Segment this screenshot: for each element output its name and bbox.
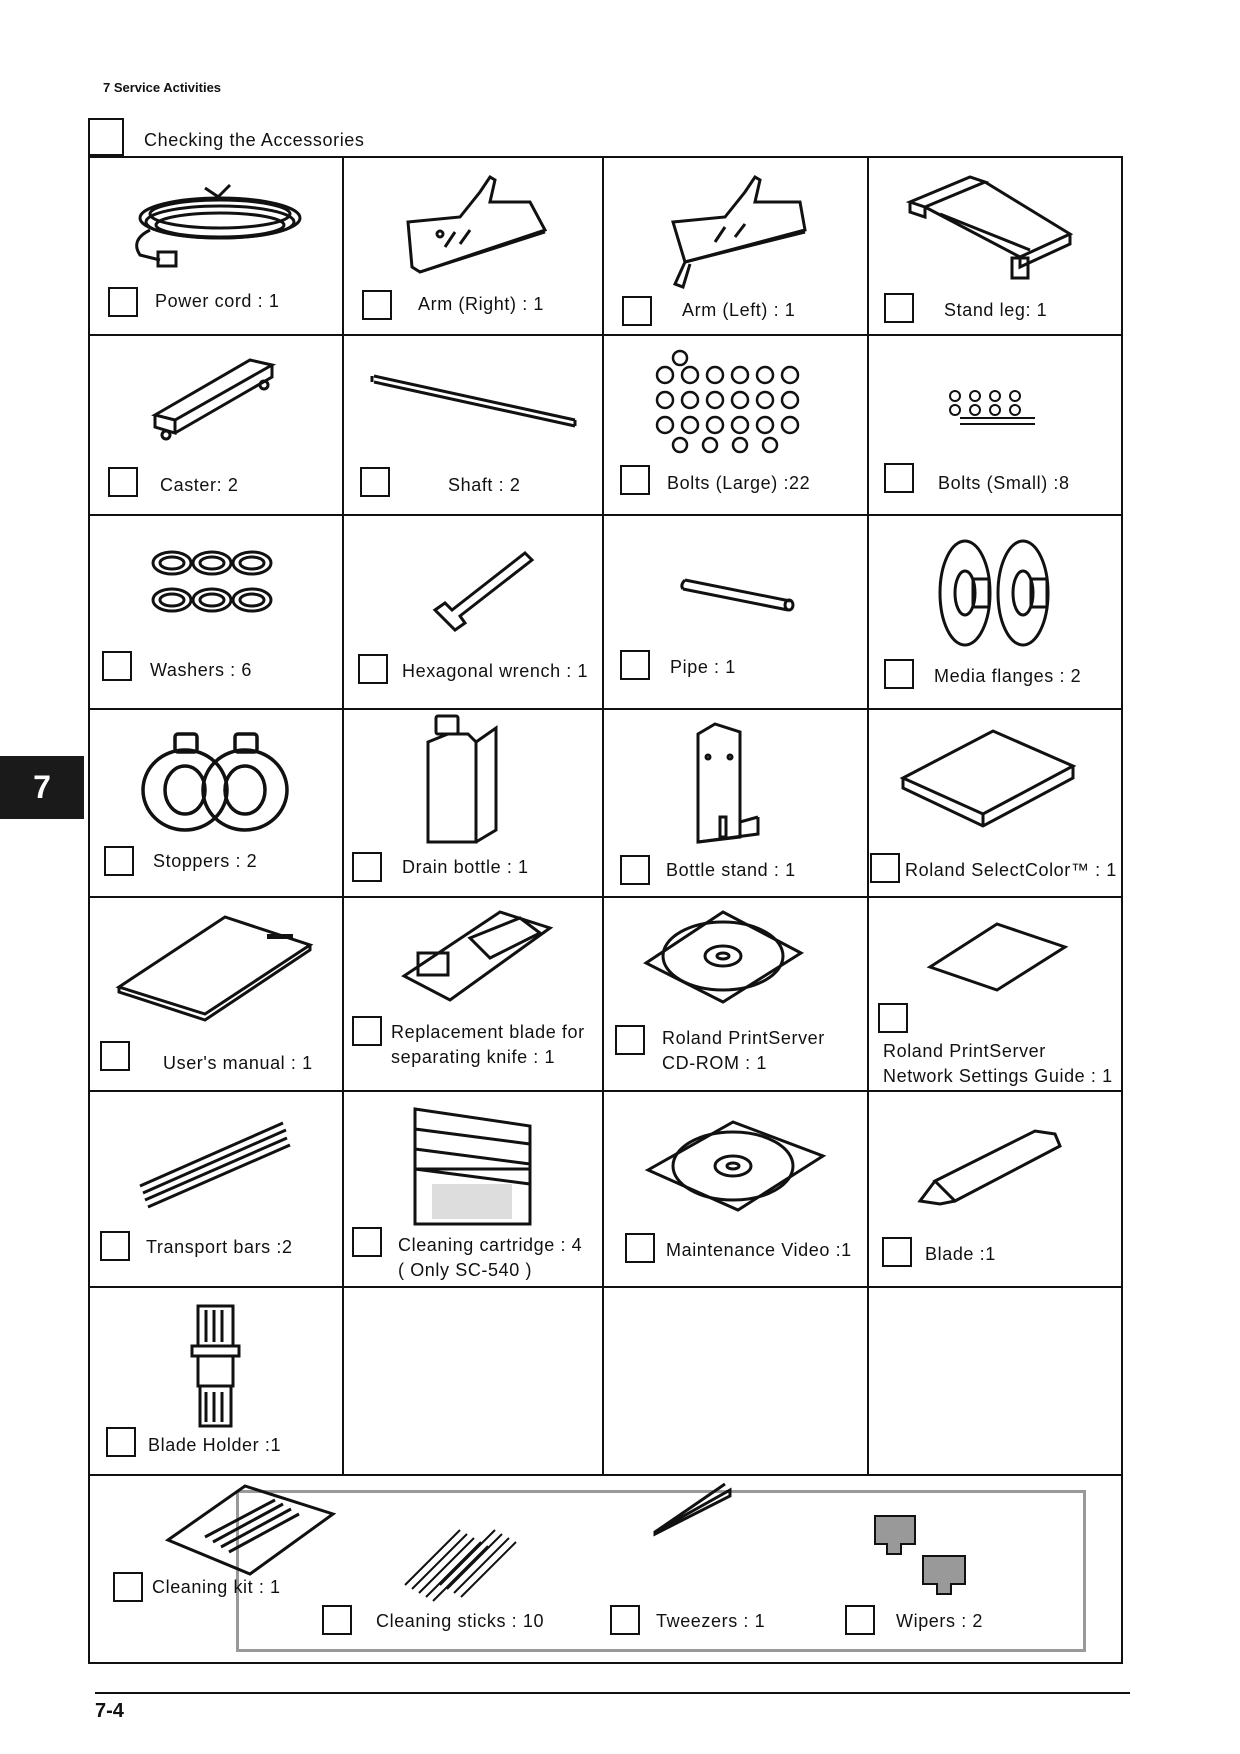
wipers-checkbox[interactable] [845,1605,875,1635]
blade-holder-label: Blade Holder :1 [148,1435,282,1455]
tweezers-checkbox[interactable] [610,1605,640,1635]
drain-bottle-icon [418,712,503,847]
page-number: 7-4 [95,1700,124,1722]
stoppers-icon [140,728,290,833]
shaft-icon [370,370,580,430]
bolts-small-icon [945,388,1040,433]
replacement-blade-icon [400,908,555,1008]
tweezers-label: Tweezers : 1 [656,1611,766,1631]
bottle-stand-label: Bottle stand : 1 [666,860,796,880]
cd-rom-checkbox[interactable] [615,1025,645,1055]
selectcolor-box-icon [898,726,1078,834]
hex-wrench-label: Hexagonal wrench : 1 [402,661,589,681]
bolts-large-icon [650,350,810,455]
power-cord-checkbox[interactable] [108,287,138,317]
caster-checkbox[interactable] [108,467,138,497]
stoppers-label: Stoppers : 2 [153,851,258,871]
cleaning-sticks-checkbox[interactable] [322,1605,352,1635]
cleaning-sticks-label: Cleaning sticks : 10 [376,1611,545,1631]
media-flanges-icon [935,533,1055,648]
washers-icon [150,548,275,618]
title-checkbox[interactable] [88,118,124,156]
arm-right-checkbox[interactable] [362,290,392,320]
arm-left-label: Arm (Left) : 1 [682,300,796,320]
transport-bars-icon [135,1118,295,1208]
cd-rom-label: Roland PrintServer [662,1028,825,1048]
cd-rom-icon [643,908,803,1003]
pipe-checkbox[interactable] [620,650,650,680]
stand-leg-label: Stand leg: 1 [944,300,1048,320]
cleaning-cartridge-label: Cleaning cartridge : 4 [398,1235,583,1255]
drain-bottle-checkbox[interactable] [352,852,382,882]
bolts-small-label: Bolts (Small) :8 [938,473,1070,493]
stand-leg-checkbox[interactable] [884,293,914,323]
wipers-label: Wipers : 2 [896,1611,984,1631]
section-header: 7 Service Activities [103,80,222,95]
bolts-large-label: Bolts (Large) :22 [667,473,811,493]
washers-label: Washers : 6 [150,660,252,680]
arm-right-icon [400,172,550,282]
maintenance-video-checkbox[interactable] [625,1233,655,1263]
cleaning-kit-label: Cleaning kit : 1 [152,1577,281,1597]
wipers-icon [873,1514,968,1604]
cleaning-cartridge-checkbox[interactable] [352,1227,382,1257]
tweezers-icon [650,1482,735,1572]
caster-icon [150,355,280,440]
bottle-stand-icon [690,722,760,857]
drain-bottle-label: Drain bottle : 1 [402,857,529,877]
hex-wrench-checkbox[interactable] [358,654,388,684]
pipe-icon [680,575,795,615]
shaft-checkbox[interactable] [360,467,390,497]
transport-bars-label: Transport bars :2 [146,1237,293,1257]
replacement-blade-label: Replacement blade for [391,1022,585,1042]
stoppers-checkbox[interactable] [104,846,134,876]
cleaning-cartridge-label-2: ( Only SC-540 ) [398,1260,533,1280]
shaft-label: Shaft : 2 [448,475,521,495]
chapter-tab: 7 [0,756,84,819]
cleaning-kit-checkbox[interactable] [113,1572,143,1602]
arm-left-icon [665,172,815,292]
stand-leg-icon [900,172,1080,282]
bolts-large-checkbox[interactable] [620,465,650,495]
footer-rule [95,1692,1130,1694]
cd-rom-label-2: CD-ROM : 1 [662,1053,767,1073]
bottle-stand-checkbox[interactable] [620,855,650,885]
maintenance-video-label: Maintenance Video :1 [666,1240,852,1260]
cleaning-sticks-icon [400,1525,520,1605]
users-manual-label: User's manual : 1 [163,1053,313,1073]
selectcolor-label: Roland SelectColor™ : 1 [905,860,1117,880]
media-flanges-label: Media flanges : 2 [934,666,1082,686]
guide-checkbox[interactable] [878,1003,908,1033]
blade-icon [915,1126,1065,1211]
bolts-small-checkbox[interactable] [884,463,914,493]
blade-holder-checkbox[interactable] [106,1427,136,1457]
hex-wrench-icon [430,548,535,633]
caster-label: Caster: 2 [160,475,239,495]
blade-label: Blade :1 [925,1244,996,1264]
guide-label-2: Network Settings Guide : 1 [883,1066,1113,1086]
page-title: Checking the Accessories [144,130,365,150]
replacement-blade-label-2: separating knife : 1 [391,1047,556,1067]
power-cord-icon [120,180,310,275]
arm-right-label: Arm (Right) : 1 [418,294,545,314]
cleaning-cartridge-icon [410,1104,540,1229]
media-flanges-checkbox[interactable] [884,659,914,689]
blade-holder-icon [188,1302,243,1432]
replacement-blade-checkbox[interactable] [352,1016,382,1046]
manual-icon [115,912,315,1020]
cleaning-kit-icon [165,1482,335,1577]
video-disc-icon [645,1118,825,1213]
guide-label: Roland PrintServer [883,1041,1046,1061]
users-manual-checkbox[interactable] [100,1041,130,1071]
arm-left-checkbox[interactable] [622,296,652,326]
guide-icon [927,922,1067,992]
selectcolor-checkbox[interactable] [870,853,900,883]
blade-checkbox[interactable] [882,1237,912,1267]
washers-checkbox[interactable] [102,651,132,681]
pipe-label: Pipe : 1 [670,657,736,677]
power-cord-label: Power cord : 1 [155,291,280,311]
transport-bars-checkbox[interactable] [100,1231,130,1261]
